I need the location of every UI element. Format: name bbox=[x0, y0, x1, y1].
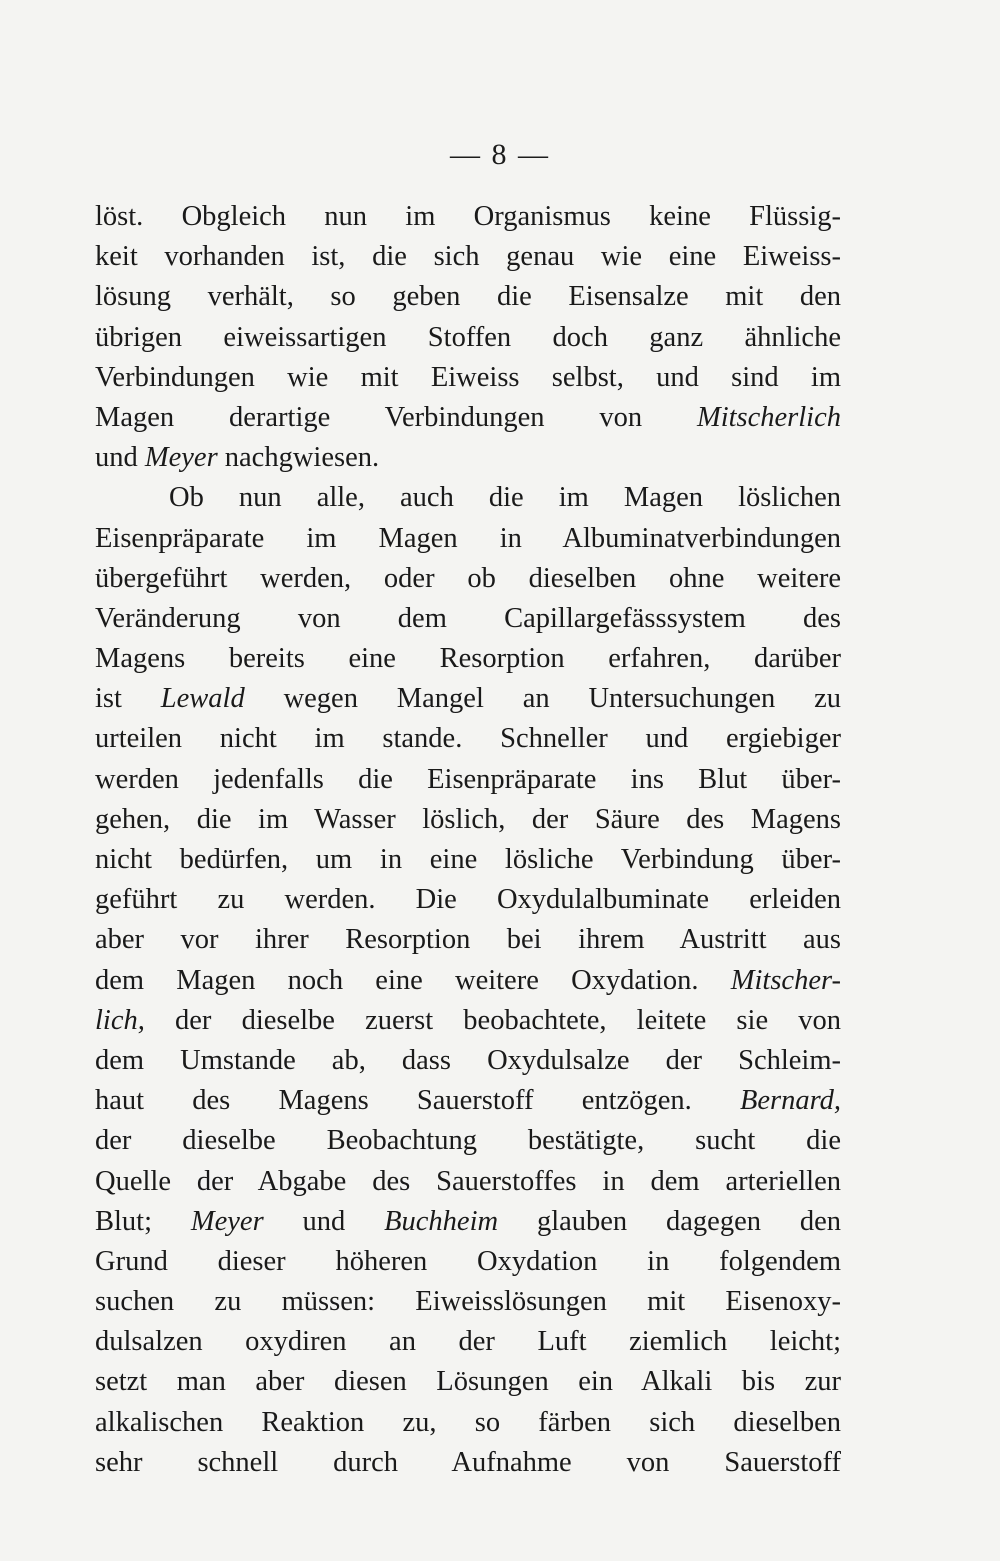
text-segment: aber vor ihrer Resorption bei ihrem Austritt aus bbox=[95, 924, 841, 956]
italic-name: Bernard, bbox=[739, 1085, 841, 1117]
text-segment: Eisenpräparate im Magen in Albuminatverbindungen bbox=[95, 522, 841, 554]
text-segment: suchen zu müssen: Eiweisslösungen mit Eisenoxy- bbox=[95, 1286, 841, 1318]
text-segment: lösung verhält, so geben die Eisensalze mit den bbox=[95, 281, 841, 313]
text-segment: nicht bedürfen, um in eine lösliche Verbindung über- bbox=[95, 844, 841, 875]
text-line bbox=[95, 1041, 841, 1081]
text-line bbox=[95, 800, 841, 840]
italic-name: Buchheim bbox=[384, 1205, 499, 1237]
text-segment: ist bbox=[95, 683, 161, 715]
text-segment: werden jedenfalls die Eisenpräparate ins Blut über- bbox=[95, 763, 841, 795]
italic-name: Meyer bbox=[144, 442, 218, 474]
text-line bbox=[95, 398, 841, 438]
text-segment: alkalischen Reaktion zu, so färben sich dieselben bbox=[95, 1406, 841, 1438]
text-segment: der dieselbe Beobachtung bestätigte, sucht die bbox=[95, 1125, 841, 1157]
text-line bbox=[95, 880, 841, 920]
text-line bbox=[95, 840, 841, 880]
text-line bbox=[95, 197, 841, 237]
text-segment: nachgwiesen. bbox=[217, 442, 380, 474]
text-segment: Magen derartige Verbindungen von bbox=[95, 401, 697, 433]
text-line bbox=[95, 760, 841, 800]
text-line bbox=[95, 237, 841, 277]
page-number: — 8 — bbox=[450, 138, 550, 171]
text-line bbox=[95, 438, 841, 478]
text-segment: Verbindungen wie mit Eiweiss selbst, und sind im bbox=[95, 361, 841, 393]
text-segment: keit vorhanden ist, die sich genau wie eine Eiweiss- bbox=[95, 241, 841, 273]
text-line bbox=[95, 1443, 841, 1483]
text-line bbox=[95, 961, 841, 1001]
italic-name: Mitscherlich bbox=[696, 401, 841, 433]
text-line bbox=[95, 719, 841, 759]
text-line bbox=[95, 478, 841, 518]
text-segment: Ob nun alle, auch die im Magen löslichen bbox=[169, 482, 841, 514]
text-segment: Veränderung von dem Capillargefässsystem des bbox=[95, 602, 841, 634]
text-segment: urteilen nicht im stande. Schneller und ergiebiger bbox=[95, 723, 841, 755]
text-segment: glauben dagegen den bbox=[498, 1205, 841, 1237]
text-line bbox=[95, 1403, 841, 1443]
text-segment: und bbox=[95, 442, 145, 474]
italic-name: lich, bbox=[95, 1004, 145, 1036]
text-line bbox=[95, 920, 841, 960]
text-line bbox=[95, 1001, 841, 1041]
text-line bbox=[95, 519, 841, 559]
text-segment: übergeführt werden, oder ob dieselben ohne weitere bbox=[95, 562, 841, 594]
text-line bbox=[95, 1081, 841, 1121]
text-line bbox=[95, 1242, 841, 1282]
text-line bbox=[95, 1322, 841, 1362]
text-segment: dulsalzen oxydiren an der Luft ziemlich leicht; bbox=[95, 1326, 841, 1358]
text-segment: setzt man aber diesen Lösungen ein Alkali bis zur bbox=[95, 1366, 841, 1398]
text-segment: gehen, die im Wasser löslich, der Säure des Magens bbox=[95, 803, 841, 835]
text-segment: wegen Mangel an Untersuchungen zu bbox=[244, 683, 841, 715]
text-segment: dem Magen noch eine weitere Oxydation. bbox=[95, 964, 731, 996]
text-line bbox=[95, 1282, 841, 1322]
text-line bbox=[95, 599, 841, 639]
text-line bbox=[95, 277, 841, 317]
text-segment: Grund dieser höheren Oxydation in folgendem bbox=[95, 1245, 841, 1277]
text-segment: und bbox=[263, 1205, 385, 1237]
text-line bbox=[95, 358, 841, 398]
text-segment: löst. Obgleich nun im Organismus keine Flüssig- bbox=[95, 201, 841, 232]
text-segment: sehr schnell durch Aufnahme von Sauerstoff bbox=[95, 1446, 841, 1478]
italic-name: Meyer bbox=[190, 1205, 264, 1237]
text-line bbox=[95, 1162, 841, 1202]
text-line bbox=[95, 1202, 841, 1242]
italic-name: Lewald bbox=[160, 683, 245, 715]
text-segment: übrigen eiweissartigen Stoffen doch ganz ähnliche bbox=[95, 321, 841, 353]
text-line bbox=[95, 679, 841, 719]
text-segment: dem Umstande ab, dass Oxydulsalze der Schleim- bbox=[95, 1044, 841, 1076]
text-line bbox=[95, 639, 841, 679]
text-line bbox=[95, 1121, 841, 1161]
text-line bbox=[95, 1362, 841, 1402]
text-segment: der dieselbe zuerst beobachtete, leitete sie von bbox=[144, 1004, 841, 1036]
text-segment: Quelle der Abgabe des Sauerstoffes in dem arteriellen bbox=[95, 1165, 841, 1197]
italic-name: Mitscher- bbox=[730, 964, 841, 996]
text-segment: haut des Magens Sauerstoff entzögen. bbox=[95, 1085, 740, 1117]
text-line bbox=[95, 559, 841, 599]
text-segment: Blut; bbox=[95, 1205, 191, 1237]
text-segment: geführt zu werden. Die Oxydulalbuminate erleiden bbox=[95, 884, 841, 916]
text-line bbox=[95, 318, 841, 358]
text-segment: Magens bereits eine Resorption erfahren, darüber bbox=[95, 643, 841, 675]
body-text bbox=[95, 197, 841, 1483]
